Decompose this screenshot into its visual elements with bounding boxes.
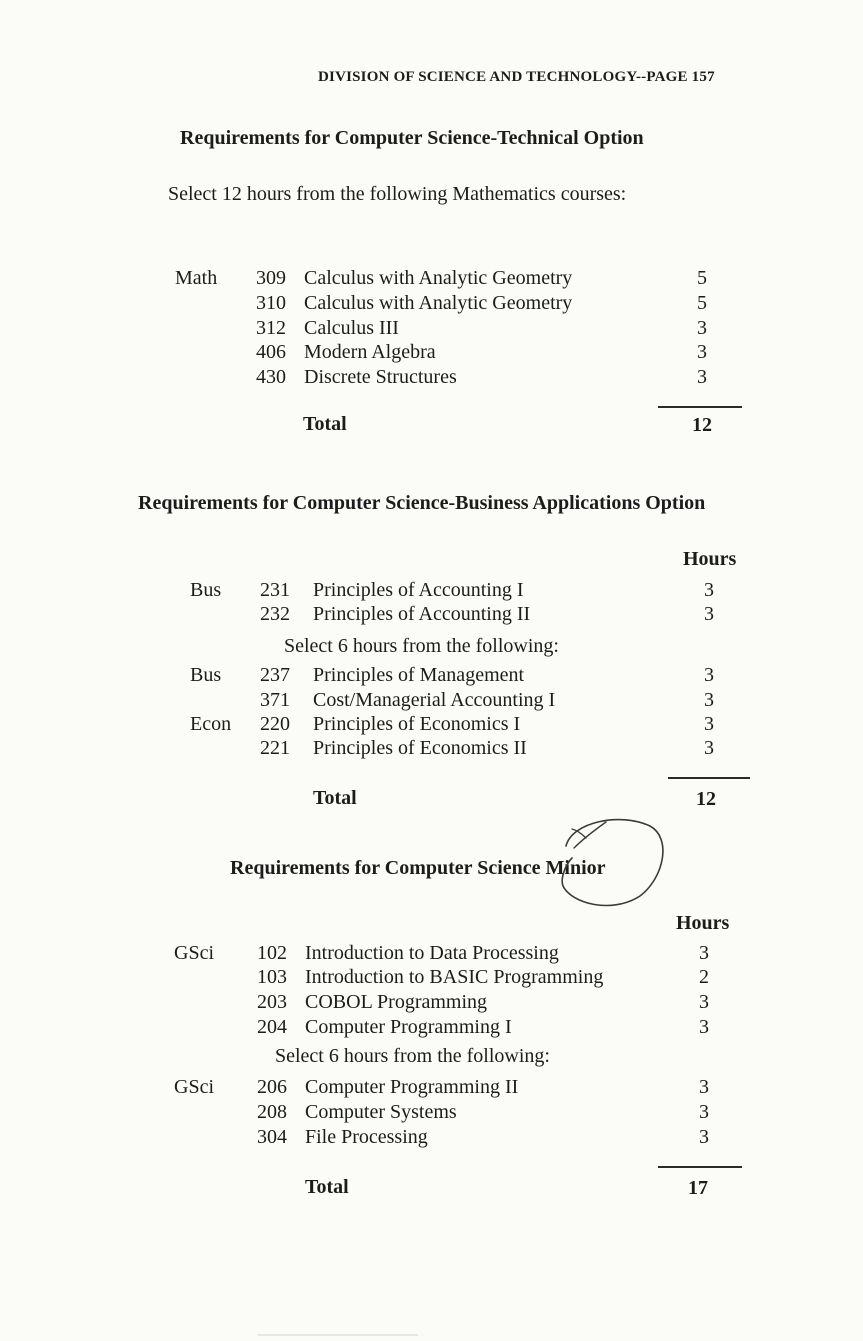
table-row-hours: 3 bbox=[704, 579, 714, 601]
page-header: DIVISION OF SCIENCE AND TECHNOLOGY--PAGE 157 bbox=[318, 69, 715, 85]
table-row-hours: 2 bbox=[699, 966, 709, 988]
total-rule bbox=[658, 406, 742, 408]
table-row-hours: 3 bbox=[699, 942, 709, 964]
total-value: 17 bbox=[688, 1177, 708, 1199]
total-value: 12 bbox=[692, 414, 712, 436]
table-row-hours: 3 bbox=[704, 603, 714, 625]
table-row-hours: 3 bbox=[699, 991, 709, 1013]
total-label: Total bbox=[303, 413, 347, 435]
table-row-dept: Econ bbox=[190, 713, 232, 735]
business-title: Requirements for Computer Science-Business Applications Option bbox=[138, 492, 706, 514]
pen-tick-stroke bbox=[574, 822, 606, 848]
table-row-number: 208 bbox=[257, 1101, 287, 1123]
table-row-hours: 3 bbox=[697, 341, 707, 363]
minor-title-prefix: Requirements for Computer Science bbox=[230, 857, 541, 879]
total-rule bbox=[658, 1166, 742, 1168]
table-row-course: Discrete Structures bbox=[304, 366, 457, 388]
pen-tick-stroke bbox=[572, 829, 586, 838]
table-row-hours: 3 bbox=[697, 317, 707, 339]
total-value: 12 bbox=[696, 788, 716, 810]
table-row-course: Principles of Economics II bbox=[313, 737, 527, 759]
table-row-dept: GSci bbox=[174, 1076, 214, 1098]
table-row-number: 304 bbox=[257, 1126, 287, 1148]
table-row-course: Modern Algebra bbox=[304, 341, 436, 363]
table-row-number: 206 bbox=[257, 1076, 287, 1098]
table-row-dept: Bus bbox=[190, 664, 222, 686]
technical-intro: Select 12 hours from the following Mathematics courses: bbox=[168, 183, 627, 205]
table-row-number: 103 bbox=[257, 966, 287, 988]
table-row-number: 371 bbox=[260, 689, 290, 711]
table-row-number: 312 bbox=[256, 317, 286, 339]
table-row-hours: 3 bbox=[699, 1076, 709, 1098]
table-row-number: 220 bbox=[260, 713, 290, 735]
table-row-number: 406 bbox=[256, 341, 286, 363]
table-row-number: 102 bbox=[257, 942, 287, 964]
table-row-course: Computer Programming II bbox=[305, 1076, 519, 1098]
table-row-hours: 3 bbox=[704, 713, 714, 735]
table-row-hours: 3 bbox=[697, 366, 707, 388]
hours-header: Hours bbox=[676, 912, 730, 934]
table-row-number: 203 bbox=[257, 991, 287, 1013]
table-row-course: Computer Programming I bbox=[305, 1016, 512, 1038]
table-row-course: Principles of Management bbox=[313, 664, 525, 686]
table-row-course: Principles of Accounting I bbox=[313, 579, 524, 601]
hours-header: Hours bbox=[683, 548, 737, 570]
table-row-hours: 5 bbox=[697, 267, 707, 289]
table-row-dept: Math bbox=[175, 267, 218, 289]
table-row-number: 231 bbox=[260, 579, 290, 601]
table-row-dept: GSci bbox=[174, 942, 214, 964]
table-row-dept: Bus bbox=[190, 579, 222, 601]
table-row-hours: 3 bbox=[699, 1101, 709, 1123]
minor-title bbox=[230, 858, 606, 878]
total-label: Total bbox=[305, 1176, 349, 1198]
table-row-number: 221 bbox=[260, 737, 290, 759]
table-row-number: 309 bbox=[256, 267, 286, 289]
table-row-number: 430 bbox=[256, 366, 286, 388]
select-note: Select 6 hours from the following: bbox=[275, 1045, 550, 1067]
scan-artifact bbox=[258, 1334, 418, 1336]
table-row-number: 310 bbox=[256, 292, 286, 314]
table-row-course: Computer Systems bbox=[305, 1101, 457, 1123]
table-row-course: Cost/Managerial Accounting I bbox=[313, 689, 556, 711]
table-row-course: Introduction to BASIC Programming bbox=[305, 966, 604, 988]
table-row-number: 232 bbox=[260, 603, 290, 625]
table-row-course: COBOL Programming bbox=[305, 991, 488, 1013]
table-row-hours: 3 bbox=[699, 1126, 709, 1148]
table-row-course: File Processing bbox=[305, 1126, 428, 1148]
table-row-course: Principles of Economics I bbox=[313, 713, 521, 735]
table-row-hours: 3 bbox=[699, 1016, 709, 1038]
table-row-course: Introduction to Data Processing bbox=[305, 942, 559, 964]
table-row-hours: 5 bbox=[697, 292, 707, 314]
select-note: Select 6 hours from the following: bbox=[284, 635, 559, 657]
table-row-course: Calculus with Analytic Geometry bbox=[304, 292, 573, 314]
minor-title-word: Minior bbox=[545, 857, 606, 879]
table-row-course: Calculus with Analytic Geometry bbox=[304, 267, 573, 289]
total-rule bbox=[668, 777, 750, 779]
table-row-hours: 3 bbox=[704, 737, 714, 759]
total-label: Total bbox=[313, 787, 357, 809]
table-row-hours: 3 bbox=[704, 689, 714, 711]
table-row-number: 237 bbox=[260, 664, 290, 686]
table-row-course: Calculus III bbox=[304, 317, 399, 339]
table-row-course: Principles of Accounting II bbox=[313, 603, 531, 625]
table-row-number: 204 bbox=[257, 1016, 287, 1038]
table-row-hours: 3 bbox=[704, 664, 714, 686]
technical-title: Requirements for Computer Science-Technical Option bbox=[180, 127, 644, 149]
